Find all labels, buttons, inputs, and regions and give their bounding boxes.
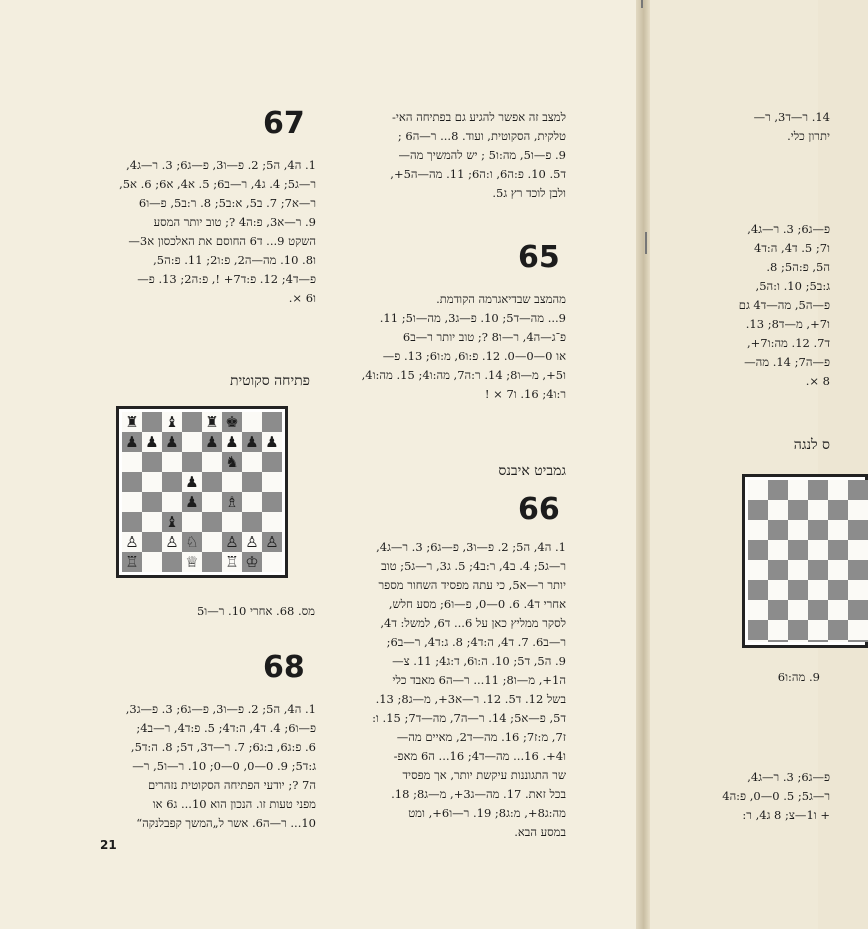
text-line: פ—ג6; 3. ר—ג4, bbox=[747, 222, 830, 236]
board-square bbox=[182, 412, 202, 432]
board-square bbox=[122, 492, 142, 512]
game-66-text bbox=[340, 538, 566, 842]
text-line: שר התגוננות עיקשת יותר, אך מפסיד bbox=[402, 768, 566, 782]
text-line: 1. ה4, ה5; 2. פ—ו3, פ—ג6; 3. ר—ג4, bbox=[376, 540, 566, 554]
board-square bbox=[222, 412, 242, 432]
problem-number-66: 66 bbox=[518, 492, 560, 527]
text-line: ה7 ?; יודעי הפתיחה הסקוטית נזהרים bbox=[147, 778, 316, 792]
board-square bbox=[142, 452, 162, 472]
text-line: 1. ה4, ה5; 2. פ—ו3, פ—ג6; 3. פ—ג3, bbox=[125, 702, 316, 716]
board-square bbox=[202, 512, 222, 532]
right-page-top-text bbox=[720, 108, 830, 146]
board-square bbox=[142, 412, 162, 432]
board-square bbox=[162, 452, 182, 472]
opening-title-evans-gambit: גמביט איבנס bbox=[498, 463, 566, 479]
board-square bbox=[122, 412, 142, 432]
text-line: ר—ב6. 7. ד4, ה:ד4; 8. ג:ד4, ר—ב6; bbox=[386, 635, 566, 649]
board-square bbox=[182, 552, 202, 572]
black-pawn-icon: ♟ bbox=[225, 433, 239, 451]
board-square bbox=[262, 432, 282, 452]
text-line: ד7. 12. מה:ו7+, bbox=[747, 336, 830, 350]
text-line: ה1+, מ—ו8; 11... ר—ה6 מאבד כלי bbox=[392, 673, 566, 687]
right-page-title: ס לנגה bbox=[793, 437, 830, 453]
text-line: + ו1—צ; 8 ג4, ר: bbox=[742, 808, 830, 822]
text-line: ו5+, מ—ו8; 14. ר:ה7, מה:ו4; 15. מה:ו4, bbox=[361, 368, 566, 382]
text-line: יותר ר—א5, כי עתה מפסיד השחור מספר bbox=[378, 578, 566, 592]
problem-number-67: 67 bbox=[263, 106, 305, 141]
board-square bbox=[142, 552, 162, 572]
black-pawn-icon: ♟ bbox=[165, 433, 179, 451]
black-pawn-icon: ♟ bbox=[145, 433, 159, 451]
text-line: 1. ה4, ה5; 2. פ—ו3, פ—ג6; 3. ר—ג4, bbox=[126, 158, 316, 172]
black-bishop-icon: ♝ bbox=[165, 513, 179, 531]
board-square bbox=[202, 472, 222, 492]
white-queen-icon: ♕ bbox=[185, 553, 199, 571]
text-line: 14. ר—ד3, ר— bbox=[753, 110, 830, 124]
board-square bbox=[162, 512, 182, 532]
board-square bbox=[122, 552, 142, 572]
board-square bbox=[122, 532, 142, 552]
text-line: מהמצב שבדיאגרמה הקודמת. bbox=[436, 292, 566, 306]
text-line: 8 ×. bbox=[805, 374, 830, 388]
board-square bbox=[162, 472, 182, 492]
text-line: יתרון כלי. bbox=[787, 129, 830, 143]
right-page bbox=[650, 0, 830, 929]
text-line: ר:ו4; 16. ו7 × ! bbox=[484, 387, 566, 401]
board-square bbox=[262, 412, 282, 432]
text-line: מה:ג8+, מ:ג8; 19. ר—ו6+, ומט bbox=[408, 806, 566, 820]
text-line: למצב זה אפשר להגיע גם בפתיחה האי- bbox=[392, 110, 566, 124]
text-line: פ־ג—ה4, ר—ו8 ?; טוב יותר ר—ב6 bbox=[402, 330, 566, 344]
black-rook-icon: ♜ bbox=[205, 413, 219, 431]
board-square bbox=[202, 552, 222, 572]
text-line: ז7, מ:ז7; 16. מה—ד2, מאיים מה— bbox=[396, 730, 566, 744]
board-square bbox=[222, 552, 242, 572]
diagram-caption: מס. 68. אחרי 10. ר—ו5 bbox=[196, 604, 315, 618]
text-line: טלקית, הסקוטית, ועוד. 8... ר—ה6 ; bbox=[397, 129, 566, 143]
right-page-mid-text bbox=[705, 220, 830, 391]
board-square bbox=[262, 472, 282, 492]
board-square bbox=[142, 472, 162, 492]
black-pawn-icon: ♟ bbox=[185, 473, 199, 491]
board-square bbox=[142, 512, 162, 532]
board-square bbox=[142, 492, 162, 512]
board-square bbox=[182, 492, 202, 512]
text-line: פ—ד4; 12. פ:ד7+ !, פ:ה2; 13. פ— bbox=[137, 272, 316, 286]
text-line: ו4+. 16... מה—ד4; 16... ה6 מאפ- bbox=[393, 749, 566, 763]
board-square bbox=[182, 512, 202, 532]
board-square bbox=[142, 532, 162, 552]
game-68-text bbox=[90, 700, 316, 833]
text-line: 10... ר—ה6. אשר ל„המשך קפבלנקה“ bbox=[136, 816, 316, 830]
text-line: במסע הבא. bbox=[514, 825, 566, 839]
game-64-continuation bbox=[340, 108, 566, 203]
board-square bbox=[262, 552, 282, 572]
text-line: ר—ג5; 4. ג4, ר—ב6; 5. א4, א6; 6. א5, bbox=[119, 177, 316, 191]
text-line: פ—ה5, מה—ד4 גם bbox=[738, 298, 830, 312]
text-line: ו6 ×. bbox=[288, 291, 316, 305]
board-square bbox=[182, 452, 202, 472]
board-square bbox=[222, 492, 242, 512]
white-pawn-icon: ♙ bbox=[225, 533, 239, 551]
text-line: ג:ב5; 10. ו:ה5, bbox=[755, 279, 830, 293]
text-line: פ—ה7; 14. מה— bbox=[744, 355, 830, 369]
board-square bbox=[202, 452, 222, 472]
board-square bbox=[242, 512, 262, 532]
board-square bbox=[202, 432, 222, 452]
white-pawn-icon: ♙ bbox=[265, 533, 279, 551]
right-page-bottom-text bbox=[710, 768, 830, 825]
text-line: 9. ה5, ד5; 10. ה:ו6, ד:ג4; 11. צ— bbox=[392, 654, 566, 668]
black-king-icon: ♚ bbox=[225, 413, 239, 431]
white-knight-icon: ♘ bbox=[185, 533, 199, 551]
board-square bbox=[222, 512, 242, 532]
text-line: ג:ד5; 9. 0—0, 0—0; 10. ר—ו5, ר— bbox=[132, 759, 316, 773]
black-pawn-icon: ♟ bbox=[125, 433, 139, 451]
opening-title-scotch: פתיחה סקוטית bbox=[229, 373, 310, 389]
book-gutter bbox=[636, 0, 650, 929]
text-line: ד5. 10. פ:ה6, ו:ה6; 11. מה—ה5+, bbox=[390, 167, 566, 181]
binding-mark bbox=[641, 0, 643, 8]
board-square bbox=[182, 532, 202, 552]
text-line: 9... מה—ד5; 10. פ—ג3, מה—ו5; 11. bbox=[379, 311, 566, 325]
board-square bbox=[242, 552, 262, 572]
board-square bbox=[262, 492, 282, 512]
text-line: פ—ו6; 4. ד4, ה:ד4; 5. פ:ד4, ר—ב4; bbox=[136, 721, 316, 735]
board-square bbox=[222, 452, 242, 472]
board-square bbox=[162, 552, 182, 572]
black-knight-icon: ♞ bbox=[225, 453, 239, 471]
board-square bbox=[182, 472, 202, 492]
white-rook-icon: ♖ bbox=[225, 553, 239, 571]
board-square bbox=[222, 532, 242, 552]
text-line: פ—ג6; 3. ר—ג4, bbox=[747, 770, 830, 784]
page-number: 21 bbox=[100, 838, 117, 852]
text-line: ר—ג5; 5. 0—0, פ:ה4 bbox=[722, 789, 830, 803]
board-square bbox=[122, 452, 142, 472]
white-pawn-icon: ♙ bbox=[245, 533, 259, 551]
black-pawn-icon: ♟ bbox=[245, 433, 259, 451]
text-line: לסקר ממליץ כאן על 6... ד6, למשל: ד4, bbox=[380, 616, 566, 630]
board-square bbox=[262, 452, 282, 472]
game-67-text bbox=[90, 156, 316, 308]
board-square bbox=[202, 532, 222, 552]
text-line: ה5, פ:ה5; 8. bbox=[766, 260, 830, 274]
board-square bbox=[122, 472, 142, 492]
board-square bbox=[122, 432, 142, 452]
board-square bbox=[262, 532, 282, 552]
board-square bbox=[262, 512, 282, 532]
board-square bbox=[242, 432, 262, 452]
black-pawn-icon: ♟ bbox=[205, 433, 219, 451]
text-line: ו8. 10. מה—ה2, פ:ו2; 11. פ:ה5, bbox=[153, 253, 316, 267]
board-square bbox=[202, 492, 222, 512]
text-line: או 0—0—0. 12. פ:ו6, מ:ו6; 13. פ— bbox=[382, 349, 566, 363]
board-square bbox=[182, 432, 202, 452]
text-line: 6. פ:ג6, ב:ג6; 7. ר—ד3, ד5; 8. ה:ד5, bbox=[130, 740, 316, 754]
right-page-caption: 9. מה:ו6 bbox=[777, 670, 820, 684]
text-line: ו7+, מ—ד8; 13. bbox=[745, 317, 830, 331]
board-square bbox=[162, 432, 182, 452]
text-line: ו7; 5. ד4, ה:ד4 bbox=[754, 241, 830, 255]
text-line: ולבן לוכד רץ ג5. bbox=[492, 186, 566, 200]
board-square bbox=[242, 472, 262, 492]
board-square bbox=[222, 472, 242, 492]
black-rook-icon: ♜ bbox=[125, 413, 139, 431]
binding-mark bbox=[645, 232, 647, 254]
text-line: בשל 12. ד5. 12. ר—א3+, מ—ג8; 13. bbox=[375, 692, 566, 706]
black-pawn-icon: ♟ bbox=[265, 433, 279, 451]
text-line: אחרי ד4. 6. 0—0, פ—ו6; מסע חלש, bbox=[388, 597, 566, 611]
white-rook-icon: ♖ bbox=[125, 553, 139, 571]
white-pawn-icon: ♙ bbox=[165, 533, 179, 551]
black-bishop-icon: ♝ bbox=[165, 413, 179, 431]
text-line: מפני טעות זו. הנכון הוא 10... ג6 או bbox=[152, 797, 316, 811]
board-square bbox=[222, 432, 242, 452]
white-king-icon: ♔ bbox=[245, 553, 259, 571]
chess-diagram bbox=[116, 406, 288, 578]
board-square bbox=[242, 492, 262, 512]
problem-number-65: 65 bbox=[518, 240, 560, 275]
game-65-text bbox=[340, 290, 566, 404]
board-square bbox=[162, 532, 182, 552]
board-square bbox=[242, 452, 262, 472]
text-line: 9. ר—א3, פ:ה4 ?; טוב יותר המסע bbox=[153, 215, 316, 229]
board-square bbox=[242, 532, 262, 552]
white-pawn-icon: ♙ bbox=[125, 533, 139, 551]
board-square bbox=[162, 412, 182, 432]
board-square bbox=[162, 492, 182, 512]
white-bishop-icon: ♗ bbox=[225, 493, 239, 511]
black-pawn-icon: ♟ bbox=[185, 493, 199, 511]
text-line: ר—א7; 7. ב5, א:ב5; 8. ר:ב5, פ—ו6 bbox=[138, 196, 316, 210]
board-square bbox=[122, 512, 142, 532]
board-square bbox=[142, 432, 162, 452]
text-line: ד5, פ—א5; 14. ר—ה7, מה—ד7; 15. ו: bbox=[372, 711, 566, 725]
problem-number-68: 68 bbox=[263, 650, 305, 685]
text-line: השקט 9... ד6 החוסם את האלכסון א3— bbox=[128, 234, 316, 248]
text-line: בכל זאת. 17. מה—ג3+, מ—ג8; 18. bbox=[391, 787, 566, 801]
text-line: ר—ג5; 4. ב4, ר:ב4; 5. ג3, ר—ג5; טוב bbox=[381, 559, 566, 573]
right-page-chess-diagram-partial bbox=[742, 474, 868, 648]
board-square bbox=[202, 412, 222, 432]
text-line: 9. פ—ו5, מה:ו5 ; יש להמשיך מה— bbox=[398, 148, 566, 162]
board-square bbox=[242, 412, 262, 432]
